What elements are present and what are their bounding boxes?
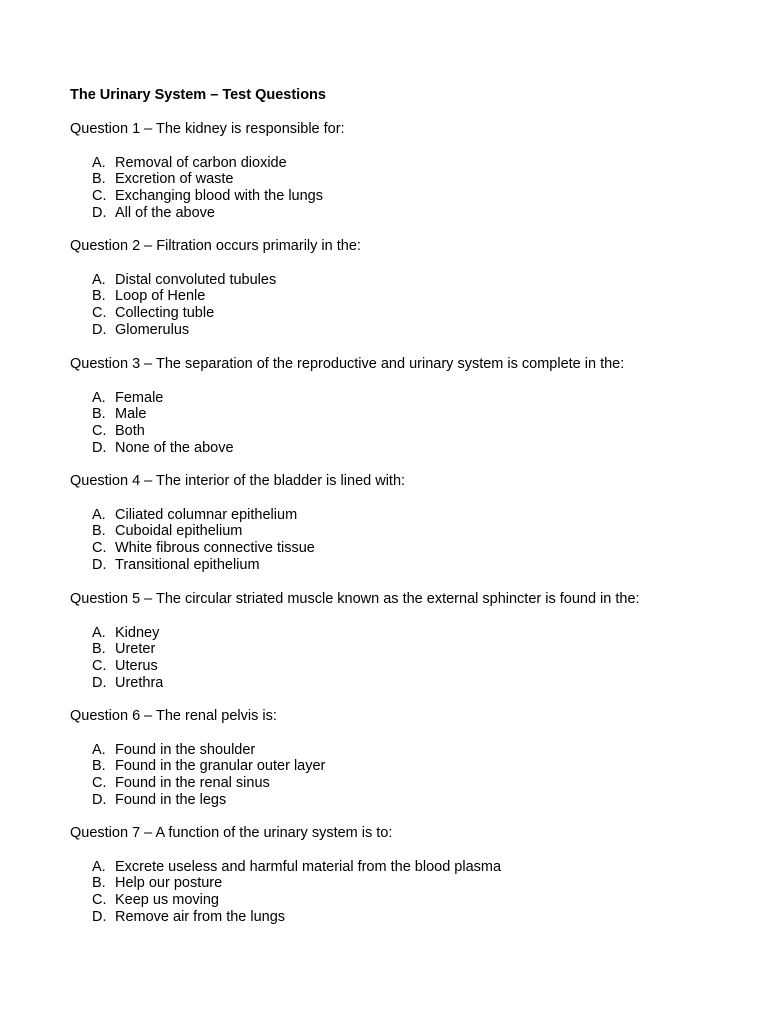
option-text: Ureter [115, 641, 156, 658]
question-text: Question 1 – The kidney is responsible for: [70, 121, 345, 137]
option-text: Male [115, 406, 147, 423]
question-text: Question 4 – The interior of the bladder is lined with: [70, 473, 406, 489]
question-2 [70, 238, 750, 339]
answer-options [70, 742, 750, 809]
option-letter: A. [92, 741, 106, 758]
answer-option [70, 507, 750, 524]
option-text: Found in the renal sinus [115, 775, 270, 792]
option-text: Both [115, 423, 145, 440]
question-5 [70, 591, 750, 692]
option-letter: D. [92, 908, 107, 925]
option-letter: D. [92, 204, 107, 221]
answer-option [70, 792, 750, 809]
answer-option [70, 675, 750, 692]
option-letter: D. [92, 321, 107, 338]
option-text: All of the above [115, 204, 215, 221]
question-1 [70, 121, 750, 222]
option-letter: C. [92, 305, 107, 322]
answer-option [70, 540, 750, 557]
question-6 [70, 708, 750, 809]
option-letter: D. [92, 791, 107, 808]
answer-option [70, 859, 750, 876]
option-text: Keep us moving [115, 892, 219, 909]
option-letter: D. [92, 439, 107, 456]
option-text: Excretion of waste [115, 171, 234, 188]
option-letter: A. [92, 389, 106, 406]
option-text: White fibrous connective tissue [115, 540, 315, 557]
option-text: Exchanging blood with the lungs [115, 188, 323, 205]
option-text: None of the above [115, 439, 234, 456]
answer-option [70, 909, 750, 926]
option-text: Urethra [115, 674, 164, 691]
answer-option [70, 288, 750, 305]
option-text: Uterus [115, 658, 158, 675]
answer-option [70, 875, 750, 892]
answer-option [70, 892, 750, 909]
question-4 [70, 473, 750, 574]
answer-option [70, 641, 750, 658]
answer-option [70, 305, 750, 322]
option-text: Cuboidal epithelium [115, 523, 243, 540]
answer-option [70, 775, 750, 792]
option-text: Collecting tuble [115, 305, 215, 322]
question-3 [70, 356, 750, 457]
answer-option [70, 423, 750, 440]
option-text: Kidney [115, 624, 160, 641]
answer-option [70, 440, 750, 457]
question-text: Question 2 – Filtration occurs primarily in the: [70, 238, 361, 254]
option-letter: B. [92, 758, 106, 775]
option-text: Help our posture [115, 875, 223, 892]
option-letter: C. [92, 188, 107, 205]
answer-option [70, 658, 750, 675]
answer-option [70, 171, 750, 188]
answer-options [70, 859, 750, 926]
option-text: Distal convoluted tubules [115, 271, 277, 288]
question-text: Question 6 – The renal pelvis is: [70, 708, 277, 724]
option-letter: C. [92, 423, 107, 440]
answer-option [70, 188, 750, 205]
document-title: The Urinary System – Test Questions [70, 87, 326, 103]
answer-options [70, 390, 750, 457]
option-text: Found in the granular outer layer [115, 758, 326, 775]
option-letter: A. [92, 624, 106, 641]
option-text: Excrete useless and harmful material from the blood plasma [115, 858, 502, 875]
answer-options [70, 155, 750, 222]
question-text: Question 3 – The separation of the reproductive and urinary system is complete in the: [70, 356, 625, 372]
answer-option [70, 758, 750, 775]
option-text: Ciliated columnar epithelium [115, 506, 298, 523]
option-text: Transitional epithelium [115, 556, 260, 573]
option-letter: D. [92, 674, 107, 691]
option-letter: A. [92, 858, 106, 875]
answer-option [70, 205, 750, 222]
option-letter: D. [92, 556, 107, 573]
option-letter: B. [92, 641, 106, 658]
option-letter: B. [92, 288, 106, 305]
option-letter: C. [92, 658, 107, 675]
option-text: Female [115, 389, 164, 406]
answer-options [70, 507, 750, 574]
question-text: Question 5 – The circular striated muscle known as the external sphincter is found in the: [70, 591, 640, 607]
option-letter: B. [92, 523, 106, 540]
answer-option [70, 272, 750, 289]
question-7 [70, 825, 750, 926]
option-letter: C. [92, 892, 107, 909]
option-letter: A. [92, 271, 106, 288]
option-letter: B. [92, 406, 106, 423]
answer-option [70, 406, 750, 423]
option-letter: A. [92, 154, 106, 171]
option-text: Found in the legs [115, 791, 227, 808]
answer-option [70, 523, 750, 540]
answer-option [70, 742, 750, 759]
option-text: Remove air from the lungs [115, 908, 286, 925]
option-text: Removal of carbon dioxide [115, 154, 287, 171]
answer-options [70, 625, 750, 692]
question-text: Question 7 – A function of the urinary system is to: [70, 825, 393, 841]
answer-options [70, 272, 750, 339]
answer-option [70, 390, 750, 407]
option-letter: B. [92, 875, 106, 892]
answer-option [70, 322, 750, 339]
option-text: Loop of Henle [115, 288, 206, 305]
answer-option [70, 557, 750, 574]
option-letter: C. [92, 775, 107, 792]
option-text: Glomerulus [115, 321, 190, 338]
option-text: Found in the shoulder [115, 741, 256, 758]
answer-option [70, 155, 750, 172]
option-letter: C. [92, 540, 107, 557]
answer-option [70, 625, 750, 642]
option-letter: B. [92, 171, 106, 188]
option-letter: A. [92, 506, 106, 523]
